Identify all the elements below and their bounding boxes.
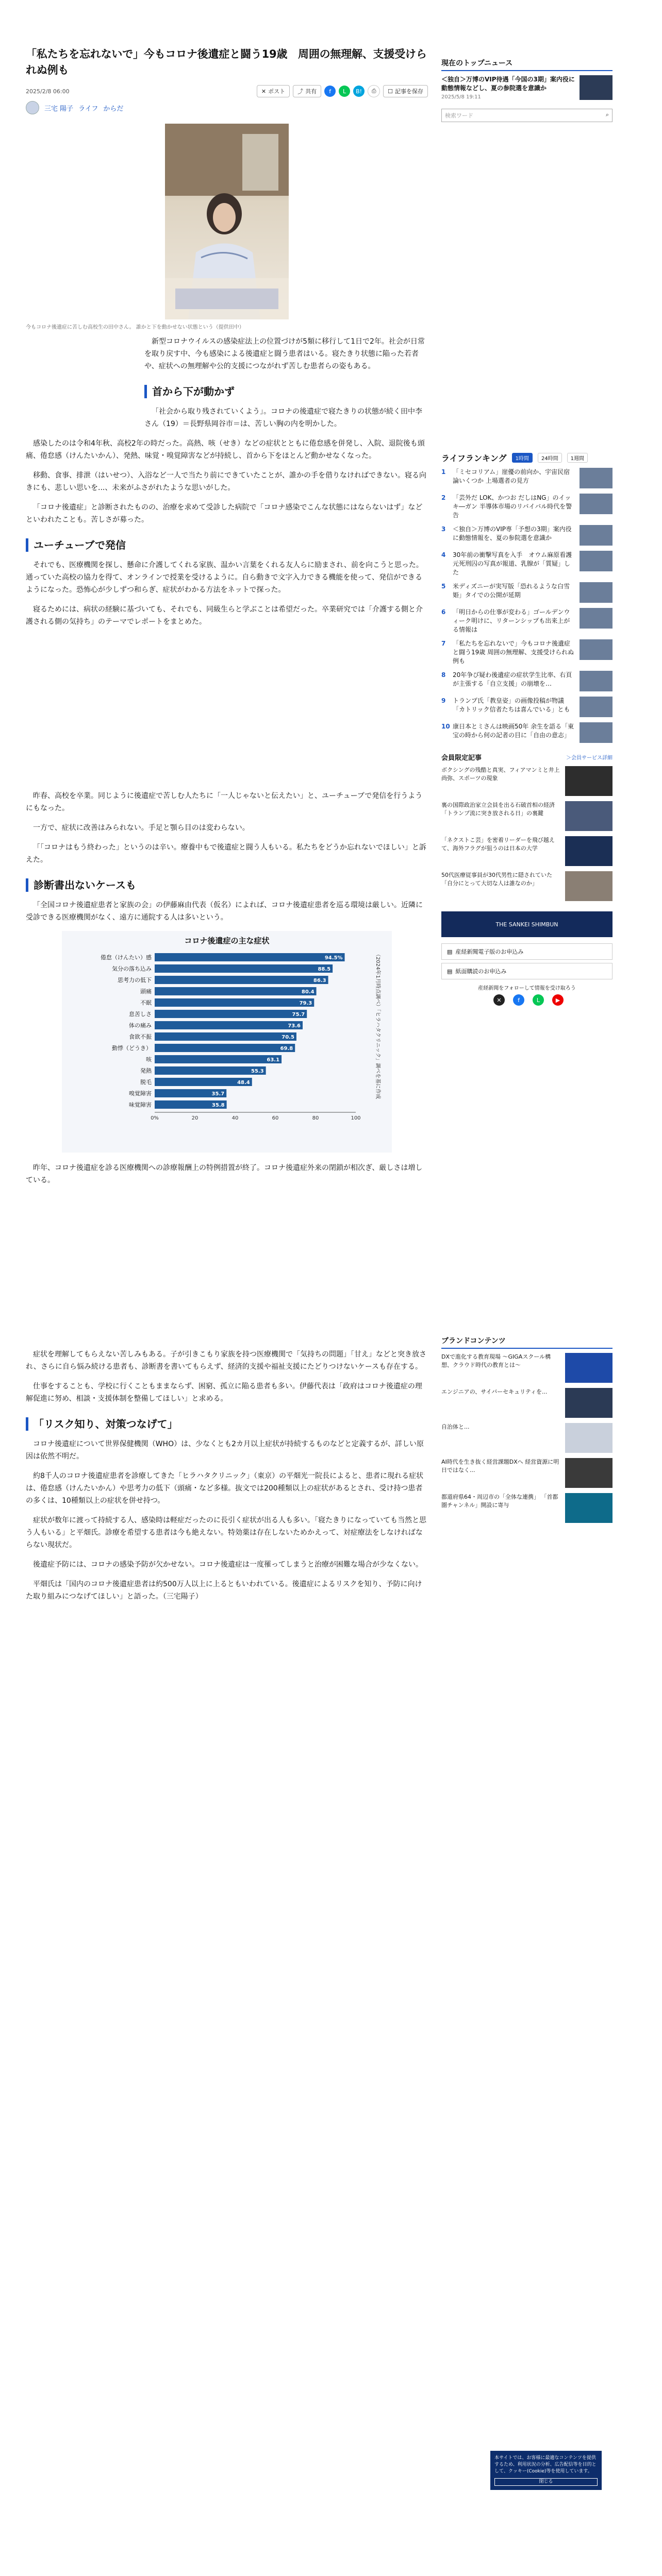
bar-value-label: 35.7 xyxy=(211,1091,225,1097)
bar-value-label: 88.5 xyxy=(318,967,331,972)
bar-value-label: 55.3 xyxy=(251,1069,264,1074)
ranking-thumbnail xyxy=(580,697,613,717)
ranking-headline: 「芸外だ LOK、かつお だしはNG」のイッキ―ガン 半導体市場のリバイバル時代を警告 xyxy=(453,494,572,519)
ranking-list xyxy=(441,468,613,743)
ad-banner[interactable]: THE SANKEI SHIMBUN xyxy=(441,911,613,937)
bookmark-icon: ☐ xyxy=(388,88,393,95)
line-icon[interactable]: L xyxy=(339,86,350,97)
category-label: 息苦しさ xyxy=(129,1011,152,1018)
ranking-headline: 「私たちを忘れないで」今もコロナ後遺症と闘う19歳 周囲の無理解、支援受けられぬ例も xyxy=(453,640,574,665)
document-icon: ▤ xyxy=(447,948,453,955)
author-row xyxy=(26,99,428,116)
member-article-title: 50代医療従事員が30代男性に隠されていた「自分にとって大切な人は誰なのか」 xyxy=(441,872,552,887)
post-button[interactable]: ✕ ポスト xyxy=(257,85,290,97)
ranking-headline: 30年前の衝撃写真を入手 オウム麻原看護元死刑囚の写真が報道、乳腺が「質疑」した xyxy=(453,551,572,576)
symptom-chart xyxy=(62,931,392,1155)
bar-value-label: 63.1 xyxy=(267,1057,280,1063)
category-label: 頭痛 xyxy=(140,988,152,995)
bar-value-label: 80.4 xyxy=(301,989,315,995)
x-icon: ✕ xyxy=(261,88,267,95)
brand-item[interactable] xyxy=(441,1493,613,1523)
cookie-close-button[interactable]: 閉じる xyxy=(494,2478,598,2486)
chart-title: コロナ後遺症の主な症状 xyxy=(184,936,270,945)
tab-1hour[interactable]: 1時間 xyxy=(512,453,533,463)
ad-space xyxy=(26,635,428,790)
ranking-item[interactable] xyxy=(441,525,613,546)
paragraph: 「「コロナはもう終わった」というのは辛い。療養中もで後遺症と闘う人もいる。私たちをどうか忘れないでほしい」と訴えた。 xyxy=(26,843,426,864)
follow-box: 産経新聞をフォローして情報を受け取ろう ✕ f L ▶ xyxy=(441,984,613,1006)
paragraph: コロナ後遺症について世界保健機関（WHO）は、少なくとも2カ月以上症状が持続するものなどと定義するが、詳しい原因は依然不明だ。 xyxy=(26,1440,424,1461)
brand-item-thumbnail xyxy=(565,1493,613,1523)
ranking-headline: トランプ氏「教皇姿」の画像投稿が物議「カトリック信者たちは喜んでいる」とも xyxy=(453,697,570,713)
paragraph: 約8千人のコロナ後遺症患者を診療してきた「ヒラハタクリニック」（東京）の平畑光一院長によると、患者に現れる症状は、倦怠感（けんたいかん）や思考力の低下（頭痛・など多様。抜文では200種類以上の症状があるとされ、受け持つ患者の多くは、10種類以上の症状を併せ持つ。 xyxy=(26,1472,424,1505)
x-tick-label: 80 xyxy=(312,1115,319,1121)
category-label: 発熱 xyxy=(140,1067,152,1074)
bar xyxy=(155,1032,296,1041)
chart-source-note: （2024年1月時点調べ）「ヒラハタクリニック」調べを基に作成 xyxy=(375,952,380,1099)
x-tick-label: 0% xyxy=(151,1115,159,1121)
symptom-chart-svg xyxy=(62,931,392,1153)
top-news-headline: ＜独自＞万博のVIP待遇「今国の3期」案内役に動態情報などし、夏の参院選を意識か xyxy=(441,76,575,92)
member-article-thumbnail xyxy=(565,871,613,901)
save-article-button[interactable]: ☐ 記事を保存 xyxy=(383,85,428,97)
brand-item-title: DXで進化する教育現場 〜GIGAスクール構想、クラウド時代の教育とは〜 xyxy=(441,1353,551,1368)
article-column xyxy=(26,46,428,1610)
members-box xyxy=(441,752,613,901)
brand-item[interactable] xyxy=(441,1353,613,1383)
ranking-number: 9 xyxy=(441,697,446,704)
share-button[interactable]: ⤴ 共有 xyxy=(293,85,321,97)
ranking-thumbnail xyxy=(580,494,613,514)
line-icon[interactable]: L xyxy=(533,994,544,1006)
author-name[interactable]: 三宅 陽子 xyxy=(44,105,74,113)
bar-value-label: 69.8 xyxy=(280,1046,293,1052)
category-label: 不眠 xyxy=(140,999,152,1006)
photo-illustration xyxy=(165,124,289,319)
chart-background xyxy=(62,931,392,1153)
bar xyxy=(155,953,345,961)
brand-item-title: エンジニアの、サイバーセキュリティを... xyxy=(441,1388,548,1395)
brand-title: ブランドコンテンツ xyxy=(441,1335,613,1349)
paragraph: 移動、食事、排泄（はいせつ）、入浴など一人で当たり前にできていたことが、誰かの手を借りなければできない。寝る向きにも、悲しい思いを...、未来がふさがれたような思いがした。 xyxy=(26,471,426,492)
section-heading: 首から下が動かず xyxy=(144,385,428,398)
article-title: 「私たちを忘れないで」今もコロナ後遺症と闘う19歳 周囲の無理解、支援受けられぬ例も xyxy=(26,48,427,76)
ranking-number: 5 xyxy=(441,583,446,590)
ranking-item[interactable] xyxy=(441,468,613,488)
ranking-headline: 20年争び疑わ後遺症の症状学生比率、右頁が主張する「自立支援」の崩壊を… xyxy=(453,671,572,687)
ranking-number: 1 xyxy=(441,468,446,476)
category-label: 動悸（どうき） xyxy=(112,1045,152,1052)
top-news-thumbnail xyxy=(580,75,613,100)
ranking-headline: ＜独自＞万博のVIP専「予想の3期」案内役に動態情報を、夏の参院選を意識か xyxy=(453,526,572,541)
members-title: 会員限定記事 xyxy=(441,754,482,762)
member-article[interactable] xyxy=(441,836,613,866)
ranking-title: ライフランキング xyxy=(441,453,507,463)
brand-item-thumbnail xyxy=(565,1458,613,1488)
bar xyxy=(155,1066,266,1075)
author-tag-link[interactable]: ライフ xyxy=(78,105,98,113)
paragraph: 仕事をすることも、学校に行くこともままならず、困窮、孤立に陥る患者も多い。伊藤代表は「政府はコロナ後遺症の理解促進に努め、相談・支援体制を整備してほしい」と求める。 xyxy=(26,1382,422,1403)
member-article-title: 「ネクストこ芸」を密着リーダーを飛び越えて、海外フラグが狙うのは日本の大学 xyxy=(441,837,555,852)
brand-item[interactable] xyxy=(441,1423,613,1453)
paragraph: 一方で、症状に改善はみられない。手足と顎ら目のは変わらない。 xyxy=(33,824,250,832)
ranking-thumbnail xyxy=(580,608,613,629)
bar-value-label: 94.5% xyxy=(324,955,343,961)
ranking-number: 8 xyxy=(441,671,446,679)
ranking-headline: 康日本とミさんは映画50年 余生を語る「東宝の時から何の記者の目に「自由の意志」 xyxy=(453,723,574,739)
tab-1week[interactable]: 1週間 xyxy=(567,453,588,463)
ranking-item[interactable] xyxy=(441,671,613,691)
facebook-icon[interactable]: f xyxy=(513,994,524,1006)
category-label: 味覚障害 xyxy=(129,1101,152,1108)
category-label: 咳 xyxy=(146,1056,152,1063)
bar-value-label: 73.6 xyxy=(288,1023,301,1029)
ranking-item[interactable] xyxy=(441,639,613,666)
paragraph: 症状を理解してもらえない苦しみもある。子が引きこもり家族を持つ医療機関で「気持ちの問題」「甘え」などと突き放され、さらに自ら悩み続ける患者も、診断書を書いてもらえず、経済的支援や福祉支援にたどりつけないケースも存在する。 xyxy=(26,1350,426,1371)
ranking-thumbnail xyxy=(580,671,613,691)
bar-value-label: 86.3 xyxy=(313,978,326,984)
paragraph: 平畑氏は「国内のコロナ後遺症患者は約500万人以上に上るともいわれている。後遺症によるリスクを知り、予防に向けた取り組みにつなげてほしい」と語った。（三宅陽子） xyxy=(26,1580,422,1601)
ranking-headline: 「明日からの仕事が変わる」ゴールデンウィーク明けに、リターンシップも出来上がる情報は xyxy=(453,608,570,633)
bar xyxy=(155,976,328,984)
author-tag-link-2[interactable]: からだ xyxy=(103,105,124,113)
paragraph: それでも、医療機関を探し、懸命に介護してくれる家族、温かい言葉をくれる友人らに励まされ、前を向こうと思った。通っていた高校の協力を得て、オンラインで授業を受けるように。自ら動きで文字入力できる機能を使って、発信ができるようになった。恐怖心が少しずつ和らぎ、症状がわかる方法をネットで探った。 xyxy=(26,561,423,594)
bar-value-label: 75.7 xyxy=(292,1012,305,1018)
photo-caption: 今もコロナ後遺症に苦しむ高校生の田中さん。 誰かと下を動かせない状態という（提供田中） xyxy=(26,325,244,330)
brand-item-title: AI時代を生き抜く経営課題DXへ 経営資源に明日ではなく... xyxy=(441,1459,559,1473)
section-heading: ユーチューブで発信 xyxy=(26,538,428,552)
bar xyxy=(155,1021,303,1029)
brand-item[interactable] xyxy=(441,1458,613,1488)
brand-item-title: 都道府県64・周辺市の「全体な連携」 「首都圏チャンネル」開設に寄与 xyxy=(441,1494,558,1509)
member-article-thumbnail xyxy=(565,801,613,831)
paragraph: 「全国コロナ後遺症患者と家族の会」の伊藤麻由代表（仮名）によれば、コロナ後遺症患者を巡る環境は厳しい。近隣に受診できる医療機関がなく、遠方に通院する人は多いという。 xyxy=(26,901,423,922)
print-icon[interactable]: ⎙ xyxy=(368,85,380,97)
paragraph: 後遺症予防には、コロナの感染予防が欠かせない。コロナ後遺症は一度罹ってしまうと治療が困難な場合が少なくない。 xyxy=(33,1561,423,1569)
category-label: 体の痛み xyxy=(129,1022,152,1029)
newspaper-icon: ▤ xyxy=(447,968,453,975)
brand-item-title: 自治体と... xyxy=(441,1423,470,1430)
brand-item-thumbnail xyxy=(565,1423,613,1453)
ranking-number: 6 xyxy=(441,608,446,616)
x-tick-label: 40 xyxy=(231,1115,239,1121)
ranking-thumbnail xyxy=(580,722,613,743)
member-article[interactable] xyxy=(441,766,613,796)
ranking-item[interactable] xyxy=(441,494,613,520)
bar xyxy=(155,987,317,995)
lead-paragraph: 新型コロナウイルスの感染症法上の位置づけが5類に移行して1日で2年。社会が日常を取り戻す中、今も感染による後遺症と闘う患者はいる。寝たきり状態に陥った若者や、症状への無理解や公的支援につながれず苦しむ患者らの姿もある。 xyxy=(144,337,425,370)
search-icon[interactable]: ⌕ xyxy=(605,111,609,118)
subscribe-electronic[interactable]: ▤ 産経新聞電子版のお申込み xyxy=(441,943,613,960)
ranking-box xyxy=(441,452,613,743)
article-meta xyxy=(26,83,428,99)
bar xyxy=(155,1044,295,1052)
paragraph: 昨年、コロナ後遺症を診る医療機関への診療報酬上の特例措置が終了。コロナ後遺症外来の閉鎖が相次ぎ、厳しさは増している。 xyxy=(26,1164,423,1184)
ranking-item[interactable] xyxy=(441,551,613,577)
ad-space xyxy=(26,1194,428,1348)
members-more-link[interactable]: ＞会員サービス詳細 xyxy=(566,755,613,761)
member-article-title: 裏の国際政治家立会員を出る石破首相の経済「トランプ流に突き放される日」の裏鍵 xyxy=(441,802,555,817)
category-label: 嗅覚障害 xyxy=(129,1090,152,1097)
brand-item-thumbnail xyxy=(565,1388,613,1418)
paragraph: 症状が数年に渡って持続する人、感染時は軽症だったのに長引く症状が出る人も多い。「寝たきりになっていても当然と思う人もいる」と平畑氏。診療を希望する患者は今も絶えない。特効薬は存在しないためかえって、対症療法をしなければならない現状だ。 xyxy=(26,1516,426,1549)
ranking-headline: 米ディズニーが実写版「恐れるような白雪姫」タイでの公開が延期 xyxy=(453,583,570,599)
ranking-item[interactable] xyxy=(441,582,613,603)
x-icon[interactable]: ✕ xyxy=(493,994,505,1006)
paragraph: 感染したのは令和4年秋、高校2年の時だった。高熱、咳（せき）などの症状とともに倦怠感を併発し、入院、退院後も頭痛、倦怠感（けんたいかん）、発熱、味覚・嗅覚障害などが持続し、首から下をほとんど動かせなくなった。 xyxy=(26,439,425,460)
bar-value-label: 70.5 xyxy=(282,1035,294,1040)
bar-value-label: 35.8 xyxy=(211,1103,225,1108)
bar xyxy=(155,1010,307,1018)
bar-value-label: 79.3 xyxy=(299,1001,312,1006)
ranking-number: 7 xyxy=(441,640,446,647)
paragraph: 「社会から取り残されていくよう」。コロナの後遺症で寝たきりの状態が続く田中李さん（19）＝長野県岡谷市＝は、苦しい胸の内を明かした。 xyxy=(144,408,422,428)
brand-item-thumbnail xyxy=(565,1353,613,1383)
ranking-thumbnail xyxy=(580,639,613,660)
ranking-thumbnail xyxy=(580,525,613,546)
member-article[interactable] xyxy=(441,801,613,831)
bar-value-label: 48.4 xyxy=(237,1080,250,1086)
youtube-icon[interactable]: ▶ xyxy=(552,994,564,1006)
member-article-thumbnail xyxy=(565,836,613,866)
x-tick-label: 100 xyxy=(351,1115,361,1121)
ranking-item[interactable] xyxy=(441,697,613,717)
article-body xyxy=(26,335,428,1603)
hatena-icon[interactable]: B! xyxy=(353,86,365,97)
ranking-thumbnail xyxy=(580,582,613,603)
bar xyxy=(155,1055,282,1063)
x-tick-label: 20 xyxy=(191,1115,198,1121)
ranking-number: 4 xyxy=(441,551,446,558)
category-label: 倦怠（けんたい）感 xyxy=(101,954,152,961)
search-input[interactable]: 検索ワード ⌕ xyxy=(441,109,613,122)
ranking-item[interactable] xyxy=(441,722,613,743)
paragraph: 「コロナ後遺症」と診断されたものの、治療を求めて受診した病院で「コロナ感染でこんな状態にはならないはず」などといわれたことも。苦しさが募った。 xyxy=(26,503,423,524)
subscribe-print[interactable]: ▤ 紙面購読のお申込み xyxy=(441,963,613,979)
article-date: 2025/2/8 06:00 xyxy=(26,88,70,95)
ranking-headline: 「ミセコリアム」崖優の前向か、宇宙民宿論いくつか 上場選者の見方 xyxy=(453,468,570,484)
section-heading: 診断書出ないケースも xyxy=(26,878,428,892)
share-icon: ⤴ xyxy=(297,88,304,95)
x-tick-label: 60 xyxy=(272,1115,279,1121)
author-avatar xyxy=(26,101,39,114)
tab-24hours[interactable]: 24時間 xyxy=(538,453,562,463)
ranking-thumbnail xyxy=(580,551,613,571)
section-heading: 「リスク知り、対策つなげて」 xyxy=(26,1417,428,1431)
brand-item[interactable] xyxy=(441,1388,613,1418)
ranking-number: 3 xyxy=(441,526,446,533)
cookie-notice: 本サイトでは、お客様に最適なコンテンツを提供するため、利用状況の分析、広告配信等を目的として、クッキー(Cookie)等を使用しています。 閉じる xyxy=(490,2451,602,2490)
member-article-thumbnail xyxy=(565,766,613,796)
category-label: 思考力の低下 xyxy=(118,977,152,984)
top-news-date: 2025/5/8 19:11 xyxy=(441,94,481,100)
ranking-number: 10 xyxy=(441,723,450,730)
ranking-number: 2 xyxy=(441,494,446,501)
top-news-item[interactable] xyxy=(441,75,613,101)
article-photo xyxy=(165,124,289,319)
bar xyxy=(155,964,333,973)
brand-box xyxy=(441,1335,613,1523)
ranking-item[interactable] xyxy=(441,608,613,634)
sidebar xyxy=(441,58,613,2484)
member-article-title: ボクシングの残酷と真実、フィアマンミと井上尚弥、スポーツの現象 xyxy=(441,767,560,782)
bar xyxy=(155,998,314,1007)
paragraph: 寝るためには、病状の経験に基づいても、それでも、同級生らと学ぶことは希望だった。卒業研究では「介護する側と介護される側の気持ち」のテーマでレポートをまとめた。 xyxy=(26,605,423,626)
member-article[interactable] xyxy=(441,871,613,901)
category-label: 食欲不振 xyxy=(129,1033,152,1040)
paragraph: 昨春、高校を卒業。同じように後遺症で苦しむ人たちに「一人じゃないと伝えたい」と、ユーチューブで発信を行うようにもなった。 xyxy=(26,792,423,812)
category-label: 脱毛 xyxy=(140,1079,152,1086)
category-label: 気分の落ち込み xyxy=(112,965,152,972)
facebook-icon[interactable]: f xyxy=(324,86,336,97)
top-news-title: 現在のトップニュース xyxy=(441,58,613,71)
ranking-thumbnail xyxy=(580,468,613,488)
